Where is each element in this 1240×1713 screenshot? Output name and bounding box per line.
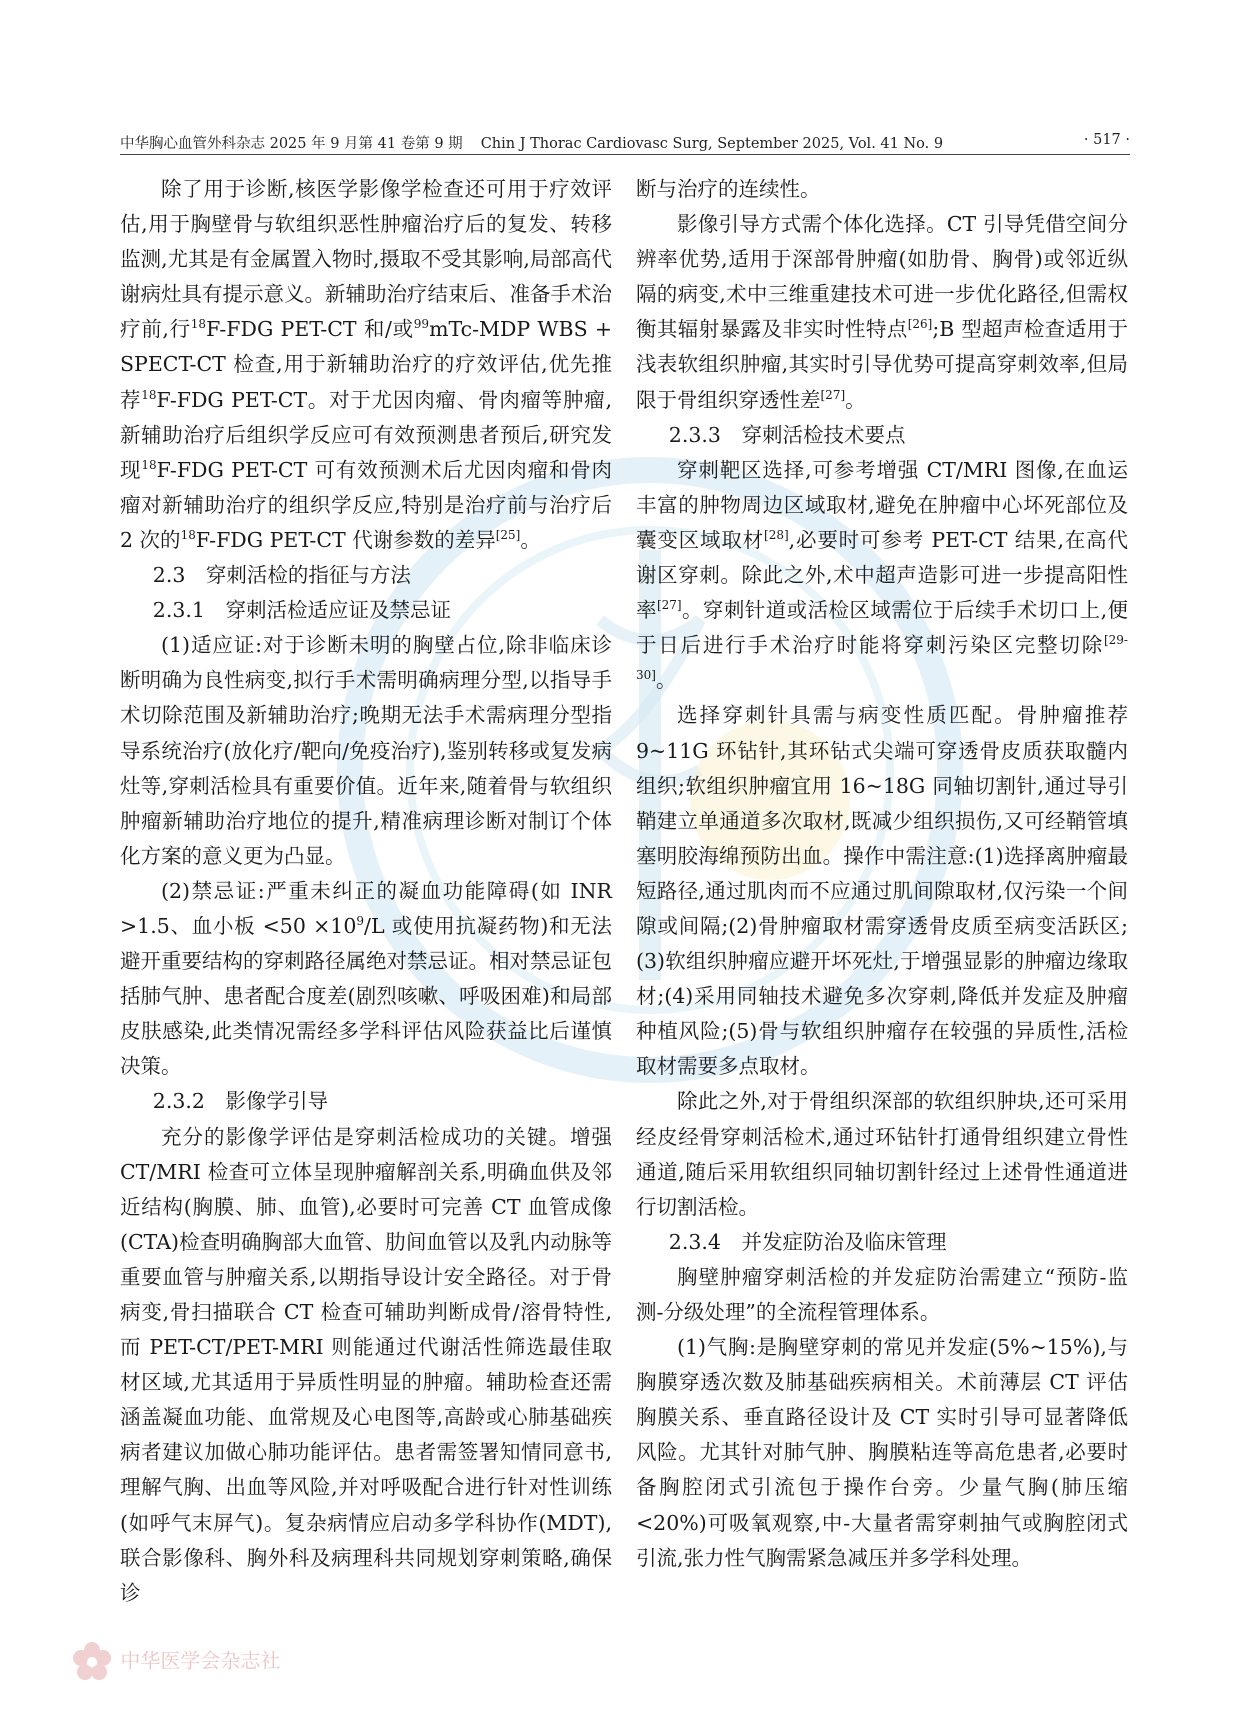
paragraph-nuclear-imaging: 除了用于诊断,核医学影像学检查还可用于疗效评估,用于胸壁骨与软组织恶性肿瘤治疗后的复发、转移监测,尤其是有金属置入物时,摄取不受其影响,局部高代谢病灶具有提示意义。新辅助治疗结束后、准备手术治疗前,行$^{18}$F-FDG PET-CT 和/或$^{99}$mTc-MDP WBS + SPECT-CT 检查,用于新辅助治疗的疗效评估,优先推荐$^{18}$F-FDG PET-CT。对于尤因肉瘤、骨肉瘤等肿瘤,新辅助治疗后组织学反应可有效预测患者预后,研究发现$^{18}$F-FDG PET-CT 可有效预测术后尤因肉瘤和骨肉瘤对新辅助治疗的组织学反应,特别是治疗前与治疗后 2 次的$^{18}$F-FDG PET-CT 代谢参数的差异[25]。 bbox=[120, 177, 613, 552]
section-heading-2-3: 2.3 穿刺活检的指征与方法 bbox=[152, 563, 411, 588]
paragraph-continuation: 断与治疗的连续性。 bbox=[636, 177, 821, 201]
section-heading-2-3-3: 2.3.3 穿刺活检技术要点 bbox=[668, 422, 906, 447]
paragraph-contraindications: (2)禁忌证:严重未纠正的凝血功能障碍(如 INR >1.5、血小板 $<50 \times 10^9/L$ 或使用抗凝药物)和无法避开重要结构的穿刺路径属绝对禁忌证。相对禁忌证包括肺气肿、患者配合度差(剧烈咳嗽、呼吸困难)和局部皮肤感染,此类情况需经多学科评估风险获益比后谨慎决策。 bbox=[120, 878, 612, 1079]
paragraph-indications: (1)适应证:对于诊断未明的胸壁占位,除非临床诊断明确为良性病变,拟行手术需明确病理分型,以指导手术切除范围及新辅助治疗;晚期无法手术需病理分型指导系统治疗(放化疗/靶向/免疫治疗),鉴别转移或复发病灶等,穿刺活检具有重要价值。近年来,随着骨与软组织肿瘤新辅助治疗地位的提升,精准病理诊断对制订个体化方案的意义更为凸显。 bbox=[120, 633, 612, 868]
paragraph-transosseous: 除此之外,对于骨组织深部的软组织肿块,还可采用经皮经骨穿刺活检术,通过环钻针打通骨组织建立骨性通道,随后采用软组织同轴切割针经过上述骨性通道进行切割活检。 bbox=[636, 1089, 1128, 1219]
page-number: · 517 · bbox=[1083, 132, 1130, 148]
running-header bbox=[120, 132, 1130, 153]
citation-26: [26] bbox=[907, 317, 933, 332]
citation-27-b: [27] bbox=[656, 598, 682, 613]
citation-29-30: [29-30] bbox=[636, 633, 1128, 683]
paragraph-pneumothorax: (1)气胸:是胸壁穿刺的常见并发症(5%~15%),与胸膜穿透次数及肺基础疾病相关。术前薄层 CT 评估胸膜关系、垂直路径设计及 CT 实时引导可显著降低风险。尤其针对肺气肿、胸膜粘连等高危患者,必要时备胸腔闭式引流包于操作台旁。少量气胸(肺压缩 <20%)可吸氧观察,中-大量者需穿刺抽气或胸腔闭式引流,张力性气胸需紧急减压并多学科处理。 bbox=[636, 1335, 1128, 1570]
journal-name-en: Chin J Thorac Cardiovasc Surg, September 2025, Vol. 41 No. 9 bbox=[480, 136, 944, 152]
paragraph-imaging-assessment: 充分的影像学评估是穿刺活检成功的关键。增强 CT/MRI 检查可立体呈现肿瘤解剖关系,明确血供及邻近结构(胸膜、肺、血管),必要时可完善 CT 血管成像(CTA)检查明确胸部大血管、肋间血管以及乳内动脉等重要血管与肿瘤关系,以期指导设计安全路径。对于骨病变,骨扫描联合 CT 检查可辅助判断成骨/溶骨特性,而 PET-CT/PET-MRI 则能通过代谢活性筛选最佳取材区域,尤其适用于异质性明显的肿瘤。辅助检查还需涵盖凝血功能、血常规及心电图等,高龄或心肺基础疾病者建议加做心肺功能评估。患者需签署知情同意书,理解气胸、出血等风险,并对呼吸配合进行针对性训练(如呼气末屏气)。复杂病情应启动多学科协作(MDT),联合影像科、胸外科及病理科共同规划穿刺策略,确保诊 bbox=[120, 1124, 612, 1605]
citation-27: [27] bbox=[820, 387, 846, 402]
journal-name-cn: 中华胸心血管外科杂志 2025 年 9 月第 41 卷第 9 期 bbox=[120, 136, 463, 152]
paragraph-needle-selection: 选择穿刺针具需与病变性质匹配。骨肿瘤推荐 9~11G 环钻针,其环钻式尖端可穿透骨皮质获取髓内组织;软组织肿瘤宜用 16~18G 同轴切割针,通过导引鞘建立单通道多次取材,既减少组织损伤,又可经鞘管填塞明胶海绵预防出血。操作中需注意:(1)选择离肿瘤最短路径,通过肌肉而不应通过肌间隙取材,仅污染一个间隙或间隔;(2)骨肿瘤取材需穿透骨皮质至病变活跃区;(3)软组织肿瘤应避开坏死灶,于增强显影的肿瘤边缘取材;(4)采用同轴技术避免多次穿刺,降低并发症及肿瘤种植风险;(5)骨与软组织肿瘤存在较强的异质性,活检取材需要多点取材。 bbox=[636, 703, 1128, 1079]
publisher-name: 中华医学会杂志社 bbox=[120, 1648, 281, 1673]
section-heading-2-3-1: 2.3.1 穿刺活检适应证及禁忌证 bbox=[152, 598, 451, 623]
publisher-logo bbox=[70, 1640, 280, 1684]
paragraph-guidance-mode: 影像引导方式需个体化选择。CT 引导凭借空间分辨率优势,适用于深部骨肿瘤(如肋骨、胸骨)或邻近纵隔的病变,术中三维重建技术可进一步优化路径,但需权衡其辐射暴露及非实时性特点[26];B 型超声检查适用于浅表软组织肿瘤,其实时引导优势可提高穿刺效率,但局限于骨组织穿透性差[27]。 bbox=[636, 212, 1129, 412]
paragraph-target-selection: 穿刺靶区选择,可参考增强 CT/MRI 图像,在血运丰富的肿物周边区域取材,避免在肿瘤中心坏死部位及囊变区域取材[28],必要时可参考 PET-CT 结果,在高代谢区穿刺。除此之外,术中超声造影可进一步提高阳性率[27]。穿刺针道或活检区域需位于后续手术切口上,便于日后进行手术治疗时能将穿刺污染区完整切除[29-30]。 bbox=[636, 457, 1129, 693]
citation-25: [25] bbox=[495, 528, 521, 543]
citation-28: [28] bbox=[764, 528, 789, 543]
section-heading-2-3-4: 2.3.4 并发症防治及临床管理 bbox=[668, 1229, 947, 1254]
right-column bbox=[636, 172, 1128, 1576]
flower-logo-icon bbox=[70, 1640, 114, 1684]
left-column bbox=[120, 172, 612, 1611]
header-rule bbox=[120, 154, 1130, 155]
paragraph-complication-system: 胸壁肿瘤穿刺活检的并发症防治需建立“预防-监测-分级处理”的全流程管理体系。 bbox=[636, 1264, 1128, 1324]
journal-citation bbox=[120, 136, 961, 152]
section-heading-2-3-2: 2.3.2 影像学引导 bbox=[152, 1089, 328, 1114]
